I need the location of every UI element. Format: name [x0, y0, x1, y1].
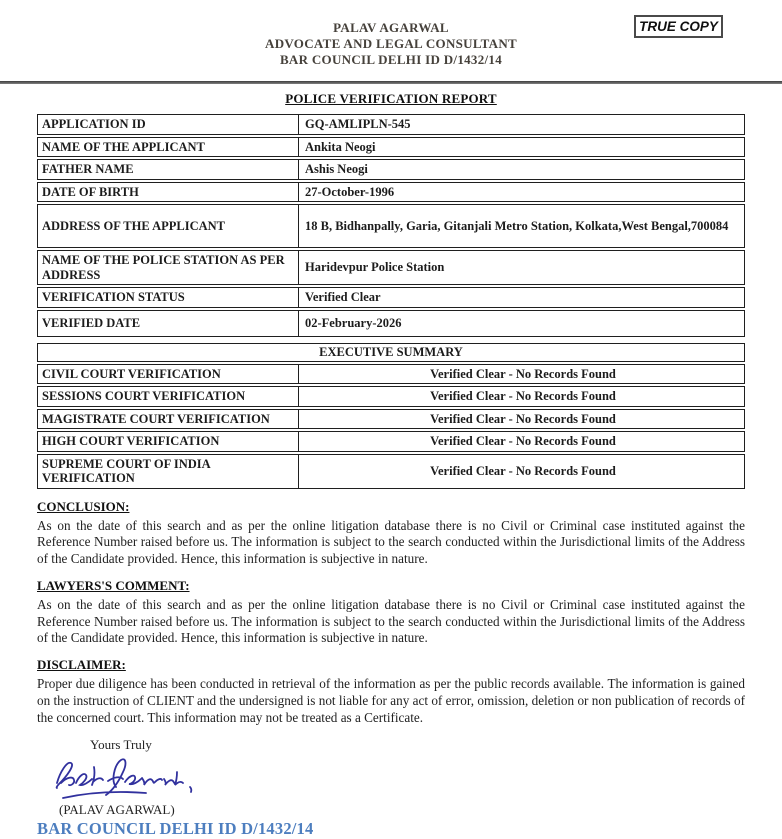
signature-image [50, 755, 225, 805]
table-row [37, 159, 745, 180]
row-value: Verified Clear [305, 290, 381, 304]
row-value: 18 B, Bidhanpally, Garia, Gitanjali Metro Station, Kolkata,West Bengal,700084 [305, 218, 729, 233]
row-label: SUPREME COURT OF INDIA VERIFICATION [38, 455, 299, 488]
section-conclusion [37, 499, 745, 568]
row-value: GQ-AMLIPLN-545 [305, 117, 411, 131]
applicant-table [37, 114, 745, 337]
row-label: NAME OF THE POLICE STATION AS PER ADDRESS [38, 251, 299, 284]
row-value: Verified Clear - No Records Found [430, 366, 616, 381]
section-heading: CONCLUSION: [37, 498, 130, 514]
row-label: MAGISTRATE COURT VERIFICATION [38, 410, 299, 429]
closing-text: Yours Truly [90, 736, 152, 752]
report-title: POLICE VERIFICATION REPORT [285, 91, 497, 106]
row-label: APPLICATION ID [38, 115, 299, 134]
table-row [37, 386, 745, 407]
letterhead-name: PALAV AGARWAL [333, 20, 449, 35]
table-row [37, 310, 745, 337]
horizontal-rule [0, 81, 782, 84]
row-label: NAME OF THE APPLICANT [38, 138, 299, 157]
section-lawyers-comment [37, 578, 745, 647]
letterhead-title: ADVOCATE AND LEGAL CONSULTANT [265, 36, 517, 51]
row-value: 02-February-2026 [305, 315, 402, 330]
table-row [37, 182, 745, 203]
table-row [37, 114, 745, 135]
document-body [0, 114, 782, 839]
table-row [37, 454, 745, 489]
section-body: Proper due diligence has been conducted in retrieval of the information as per the public records available. The information is gained on the instruction of CLIENT and the undersigned is not liable for any act of error, omission, deletion or non publication of records of the concerned court. This information may not be treated as a Certificate. [37, 676, 745, 725]
row-label: VERIFICATION STATUS [38, 288, 299, 307]
section-heading: DISCLAIMER: [37, 657, 126, 673]
true-copy-stamp-label: TRUE COPY [639, 19, 718, 34]
section-body: As on the date of this search and as per the online litigation database there is no Civil or Criminal case instituted against the Reference Number raised before us. The information is subject to the search conducted within the Jurisdictional limits of the Address of the Candidate provided. Hence, this information is subjective in nature. [37, 517, 745, 567]
row-label: DATE OF BIRTH [38, 183, 299, 202]
row-label: FATHER NAME [38, 160, 299, 179]
row-value: Verified Clear - No Records Found [430, 411, 616, 426]
table-row [37, 409, 745, 430]
true-copy-stamp [634, 15, 723, 38]
row-label: SESSIONS COURT VERIFICATION [38, 387, 299, 406]
row-label: VERIFIED DATE [38, 311, 299, 336]
signature-strokes [57, 759, 192, 798]
row-label: ADDRESS OF THE APPLICANT [38, 205, 299, 247]
row-value: Ankita Neogi [305, 139, 376, 154]
table-row [37, 287, 745, 308]
row-label: HIGH COURT VERIFICATION [38, 432, 299, 451]
row-value: Verified Clear - No Records Found [430, 463, 616, 478]
executive-summary-title: EXECUTIVE SUMMARY [37, 343, 745, 362]
executive-summary-table [37, 364, 745, 489]
signer-bar-id: BAR COUNCIL DELHI ID D/1432/14 [37, 818, 314, 838]
row-value: Haridevpur Police Station [305, 260, 445, 275]
table-row [37, 250, 745, 285]
row-value: 27-October-1996 [305, 184, 395, 199]
row-value: Verified Clear - No Records Found [430, 389, 616, 403]
section-heading: LAWYERS'S COMMENT: [37, 577, 190, 593]
section-body: As on the date of this search and as per the online litigation database there is no Civil or Criminal case instituted against the Reference Number raised before us. The information is subject to the search conducted within the Jurisdictional limits of the Address of the Candidate provided. Hence, this information is subjective in nature. [37, 596, 745, 646]
table-row [37, 204, 745, 248]
table-row [37, 431, 745, 452]
table-row [37, 137, 745, 158]
row-value: Verified Clear - No Records Found [430, 434, 616, 448]
section-disclaimer [37, 657, 745, 726]
row-label: CIVIL COURT VERIFICATION [38, 365, 299, 384]
row-value: Ashis Neogi [305, 162, 368, 176]
signer-name: (PALAV AGARWAL) [59, 801, 175, 817]
table-row [37, 364, 745, 385]
letterhead-bar-id: BAR COUNCIL DELHI ID D/1432/14 [279, 52, 503, 67]
